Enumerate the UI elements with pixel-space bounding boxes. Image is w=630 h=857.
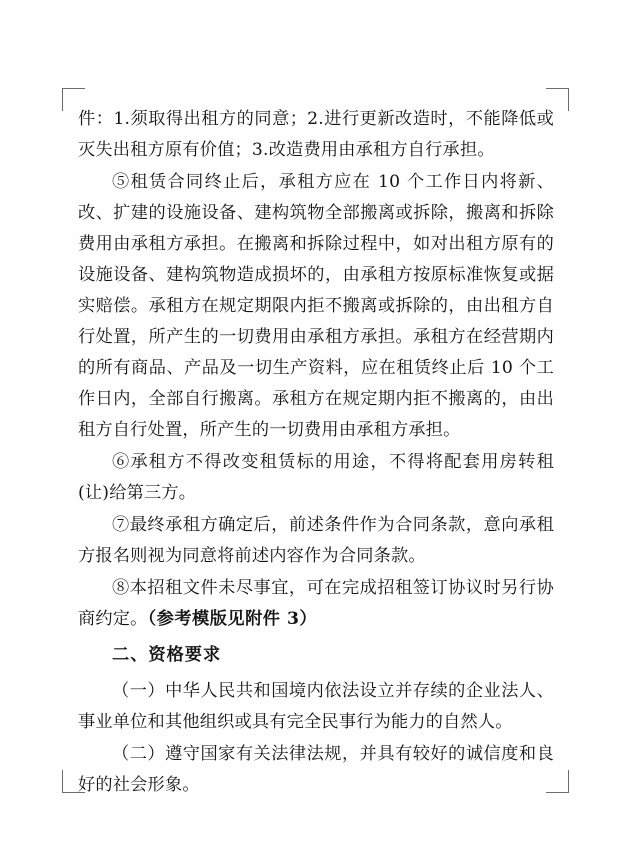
- paragraph-item-7: ⑦最终承租方确定后，前述条件作为合同条款，意向承租方报名则视为同意将前述内容作为合同条款。: [78, 515, 554, 566]
- paragraph-item-8: [78, 573, 554, 635]
- paragraph-item-8-note: （参考模版见附件 3）: [147, 609, 318, 629]
- paragraph-qualification-2: （二）遵守国家有关法律法规，并具有较好的诚信度和良好的社会形象。: [78, 744, 554, 795]
- document-body: [78, 104, 554, 795]
- paragraph-item-5: ⑤租赁合同终止后，承租方应在 10 个工作日内将新、改、扩建的设施设备、建构筑物全部搬离或拆除，搬离和拆除费用由承租方承担。在搬离和拆除过程中，如对出租方原有的设施设备、建构筑物造成损坏的，由承租方按原标准恢复或据实赔偿。承租方在规定期限内拒不搬离或拆除的，由出租方自行处置，所产生的一切费用由承租方承担。承租方在经营期内的所有商品、产品及一切生产资料，应在租赁终止后 10 个工作日内，全部自行搬离。承租方在规定期内拒不搬离的，由出租方自行处置，所产生的一切费用由承租方承担。: [78, 172, 554, 440]
- heading-section-2: 二、资格要求: [112, 645, 222, 665]
- paragraph-item-6: ⑥承租方不得改变租赁标的用途，不得将配套用房转租(让)给第三方。: [78, 452, 554, 503]
- paragraph-item-8-text: ⑧本招租文件未尽事宜，可在完成招租签订协议时另行协商约定。: [78, 578, 554, 629]
- paragraph-conditions-continued: 件：1.须取得出租方的同意；2.进行更新改造时，不能降低或灭失出租方原有价值；3.改造费用由承租方自行承担。: [78, 109, 554, 160]
- paragraph-qualification-1: （一）中华人民共和国境内依法设立并存续的企业法人、事业单位和其他组织或具有完全民事行为能力的自然人。: [78, 681, 554, 732]
